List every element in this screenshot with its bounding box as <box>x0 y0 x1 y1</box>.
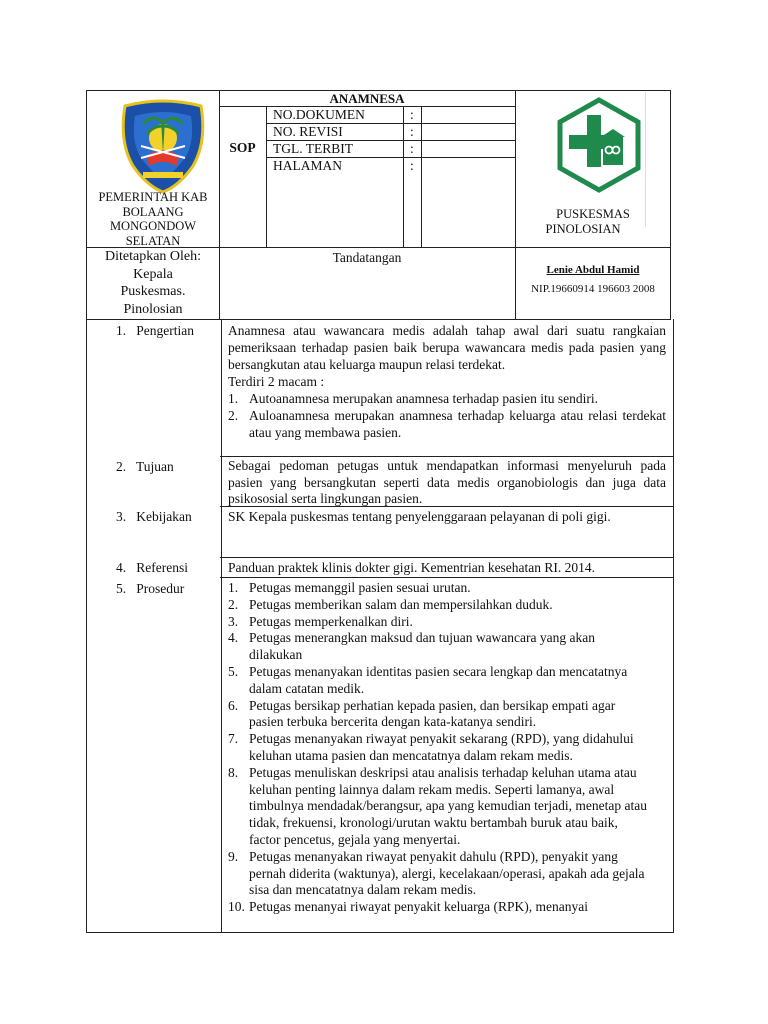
list-item: 4. Petugas menerangkan maksud dan tujuan wawancara yang akan dilakukan <box>228 630 595 663</box>
meta-label-no-dokumen: NO.DOKUMEN <box>273 107 365 122</box>
section-content-referensi: Panduan praktek klinis dokter gigi. Kementrian kesehatan RI. 2014. <box>228 560 596 575</box>
left-org-name: PEMERINTAH KAB BOLAANG MONGONDOW SELATAN <box>98 190 208 248</box>
section-content-kebijakan: SK Kepala puskesmas tentang penyelenggaraan pelayanan di poli gigi. <box>228 509 611 524</box>
meta-label-no-revisi: NO. REVISI <box>273 124 343 139</box>
list-item: 2. Auloanamnesa merupakan anamnesa terhadap keluarga atau relasi terdekat atau yang membawa pasien. <box>228 408 666 440</box>
meta-sep: : <box>410 158 414 173</box>
meta-label-tgl-terbit: TGL. TERBIT <box>273 141 353 156</box>
set-by: Ditetapkan Oleh: Kepala Puskesmas. Pinolosian <box>104 249 202 317</box>
section-label-pengertian: 1. Pengertian <box>116 323 194 338</box>
list-item: 10. Petugas menanyai riwayat penyakit keluarga (RPK), menanyai <box>228 899 589 915</box>
section-content-tujuan: Sebagai pedoman petugas untuk mendapatkan informasi menyeluruh pada pasien yang bersangkutan seperti data medis organobiologis dan juga data psikososial serta lingkungan pasien. <box>228 458 666 506</box>
meta-label-halaman: HALAMAN <box>273 158 342 173</box>
list-item: 5. Petugas menanyakan identitas pasien secara lengkap dan mencatatnya dalam catatan medik. <box>228 663 628 696</box>
right-org-name: PUSKESMAS PINOLOSIAN <box>545 207 630 236</box>
section-label-tujuan: 2. Tujuan <box>116 459 174 474</box>
section-content-pengertian: Anamnesa atau wawancara medis adalah tahap awal dari suatu rangkaian pemeriksaan terhadap pasien baik berupa wawancara medis pada pasien yang bersangkutan atau keluarga maupun relasi terdekat. Terdiri 2 macam : 1. Autoanamnesa merupakan anamnesa terhadap pasien itu sendiri. 2. Auloanamnesa merupakan anamnesa terhadap keluarga atau relasi terdekat atau yang membawa pasien. <box>228 323 666 440</box>
list-item: 1. Autoanamnesa merupakan anamnesa terhadap pasien itu sendiri. <box>228 391 598 406</box>
list-item: 7. Petugas menanyakan riwayat penyakit sekarang (RPD), yang didahului keluhan utama pasien dan mencatatnya dalam rekam medis. <box>228 731 634 763</box>
signer-name: Lenie Abdul Hamid <box>546 264 640 276</box>
signature-label: Tandatangan <box>332 250 402 265</box>
list-item: 8. Petugas menuliskan deskripsi atau analisis terhadap keluhan utama atau keluhan penting lainnya dalam rekam medis. Seperti lamanya, awal timbulnya mendadak/berangsur, apa yang kemudian terjadi, menetap atau tidak, frekuensi, kronologi/urutan waktu bertambah buruk atau baik, factor pencetus, gejala yang menyertai. <box>228 764 647 847</box>
section-content-prosedur <box>228 580 648 916</box>
district-crest-icon <box>117 96 209 194</box>
list-item: 1. Petugas memanggil pasien sesuai urutan. <box>228 580 471 595</box>
prosedur-list <box>228 580 648 916</box>
list-item: 2. Petugas memberikan salam dan mempersilahkan duduk. <box>228 596 553 612</box>
section-label-kebijakan: 3. Kebijakan <box>116 509 192 524</box>
meta-sep: : <box>410 141 414 156</box>
signer-nip: NIP.19660914 196603 2008 <box>531 283 655 295</box>
list-item: 6. Petugas bersikap perhatian kepada pasien, dan bersikap empati agar pasien terbuka bercerita dengan kata-katanya sendiri. <box>228 697 616 730</box>
puskesmas-logo-icon <box>557 97 641 193</box>
document-title: ANAMNESA <box>329 91 405 106</box>
meta-sep: : <box>410 107 414 122</box>
section-label-prosedur: 5. Prosedur <box>116 581 185 596</box>
pengertian-list <box>228 390 666 441</box>
sop-label: SOP <box>229 140 256 155</box>
list-item: 3. Petugas memperkenalkan diri. <box>228 613 413 629</box>
list-item: 9. Petugas menanyakan riwayat penyakit dahulu (RPD), penyakit yang pernah diderita (waktunya), alergi, kecelakaan/operasi, apakah ada gejala sisa dan mencatatnya dalam rekam medis. <box>228 848 645 898</box>
section-label-referensi: 4. Referensi <box>116 560 188 575</box>
meta-sep: : <box>410 124 414 139</box>
